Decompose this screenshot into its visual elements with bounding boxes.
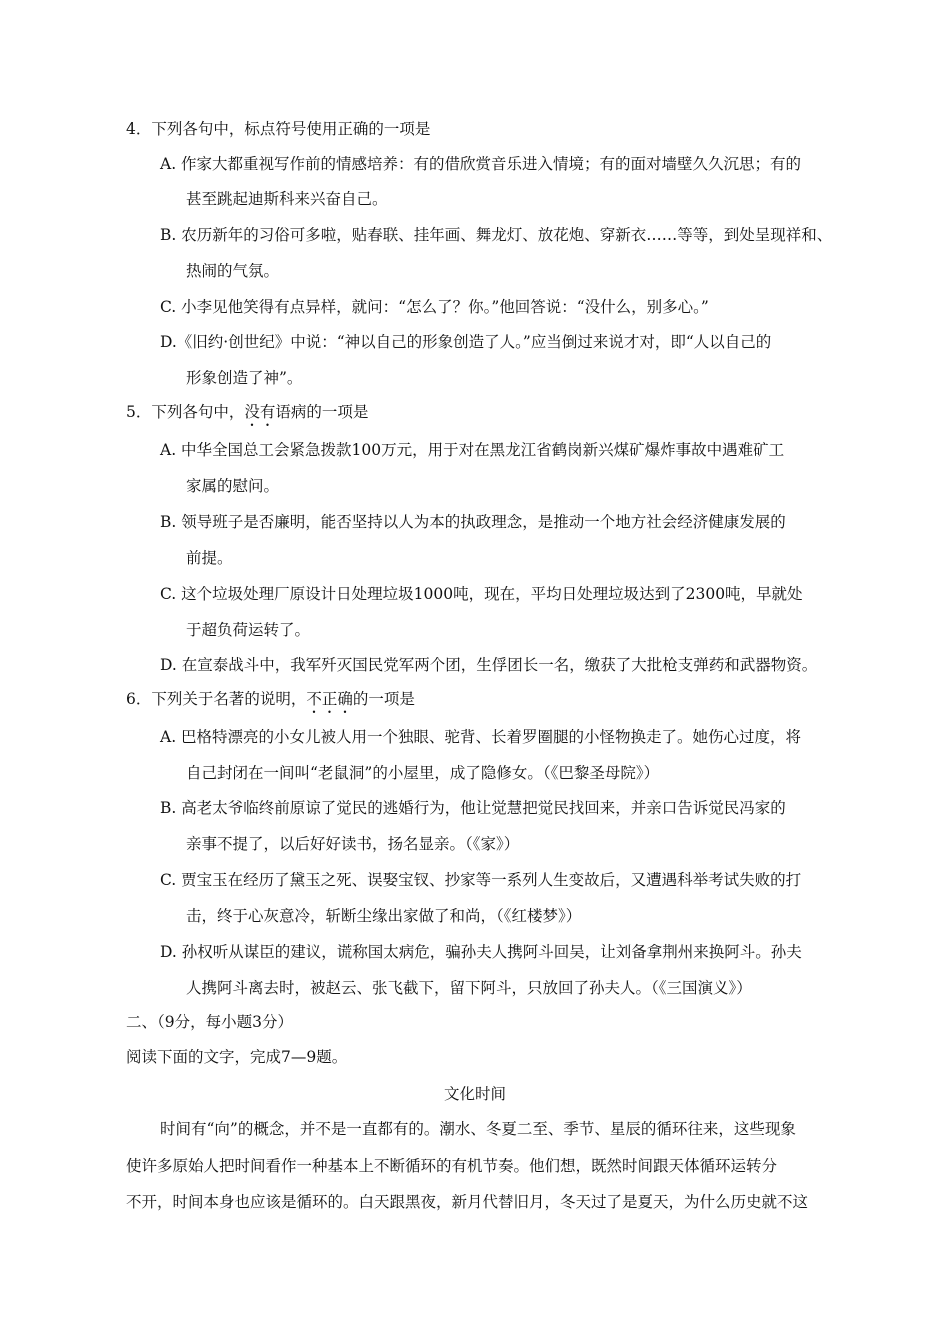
passage-line-3: 不开，时间本身也应该是循环的。白天跟黑夜，新月代替旧月，冬天过了是夏天，为什么历史就不这 [126,1193,809,1211]
q5-option-d: D. 在宣泰战斗中，我军歼灭国民党军两个团，生俘团长一名，缴获了大批枪支弹药和武器物资。 [160,656,818,674]
q4-option-a: A. 作家大都重视写作前的情感培养：有的借欣赏音乐进入情境；有的面对墙壁久久沉思；有的 [160,155,802,173]
q4-option-a-cont: 甚至跳起迪斯科来兴奋自己。 [186,190,388,208]
q5-stem [126,401,368,430]
q4-option-d: D.《旧约·创世纪》中说：“神以自己的形象创造了人。”应当倒过来说才对，即“人以自己的 [160,333,772,351]
q5-stem-emphasis: 没有 [244,403,276,421]
q6-option-c: C. 贾宝玉在经历了黛玉之死、误娶宝钗、抄家等一系列人生变故后，又遭遇科举考试失败的打 [160,871,802,889]
q5-option-c: C. 这个垃圾处理厂原设计日处理垃圾1000吨，现在，平均日处理垃圾达到了2300吨，早就处 [160,585,803,603]
q5-option-b: B. 领导班子是否廉明，能否坚持以人为本的执政理念，是推动一个地方社会经济健康发展的 [160,513,786,531]
q5-option-b-cont: 前提。 [186,549,233,567]
q6-option-b: B. 高老太爷临终前原谅了觉民的逃婚行为，他让觉慧把觉民找回来，并亲口告诉觉民冯家的 [160,799,786,817]
passage-line-1: 时间有“向”的概念，并不是一直都有的。潮水、冬夏二至、季节、星辰的循环往来，这些现象 [160,1120,796,1138]
q6-stem-suffix: 的一项是 [352,690,415,708]
q6-stem [126,688,415,717]
q4-stem: 4．下列各句中，标点符号使用正确的一项是 [126,120,431,138]
section-header: 二、（9分，每小题3分） [126,1013,293,1031]
q6-option-b-cont: 亲事不提了，以后好好读书，扬名显亲。（《家》） [186,835,520,853]
q6-option-a: A. 巴格特漂亮的小女儿被人用一个独眼、驼背、长着罗圈腿的小怪物换走了。她伤心过度，将 [160,728,802,746]
reading-instruction: 阅读下面的文字，完成7—9题。 [126,1048,348,1066]
q6-stem-prefix: 6．下列关于名著的说明， [126,690,307,708]
q4-option-b: B. 农历新年的习俗可多啦，贴春联、挂年画、舞龙灯、放花炮、穿新衣……等等，到处呈现祥和、 [160,226,833,244]
q5-option-a-cont: 家属的慰问。 [186,477,280,495]
q6-option-d-cont: 人携阿斗离去时，被赵云、张飞截下，留下阿斗，只放回了孙夫人。（《三国演义》） [186,979,752,997]
q6-option-c-cont: 击，终于心灰意冷，斩断尘缘出家做了和尚，（《红楼梦》） [186,907,582,925]
q5-stem-suffix: 语病的一项是 [275,403,369,421]
q6-stem-emphasis: 不正确 [306,690,353,708]
q4-option-d-cont: 形象创造了神”。 [186,369,303,387]
q5-option-c-cont: 于超负荷运转了。 [186,621,311,639]
q5-option-a: A. 中华全国总工会紧急拨款100万元，用于对在黑龙江省鹤岗新兴煤矿爆炸事故中遇难矿工 [160,441,785,459]
q4-option-c: C. 小李见他笑得有点异样，就问：“怎么了？你。”他回答说：“没什么，别多心。” [160,298,709,316]
passage-title: 文化时间 [443,1085,506,1103]
q6-option-d: D. 孙权听从谋臣的建议，谎称国太病危，骗孙夫人携阿斗回吴，让刘备拿荆州来换阿斗。孙夫 [160,943,802,961]
q5-stem-prefix: 5．下列各句中， [126,403,245,421]
q4-option-b-cont: 热闹的气氛。 [186,262,280,280]
passage-line-2: 使许多原始人把时间看作一种基本上不断循环的有机节奏。他们想，既然时间跟天体循环运转分 [126,1157,778,1175]
q6-option-a-cont: 自己封闭在一间叫“老鼠洞”的小屋里，成了隐修女。（《巴黎圣母院》） [186,764,660,782]
